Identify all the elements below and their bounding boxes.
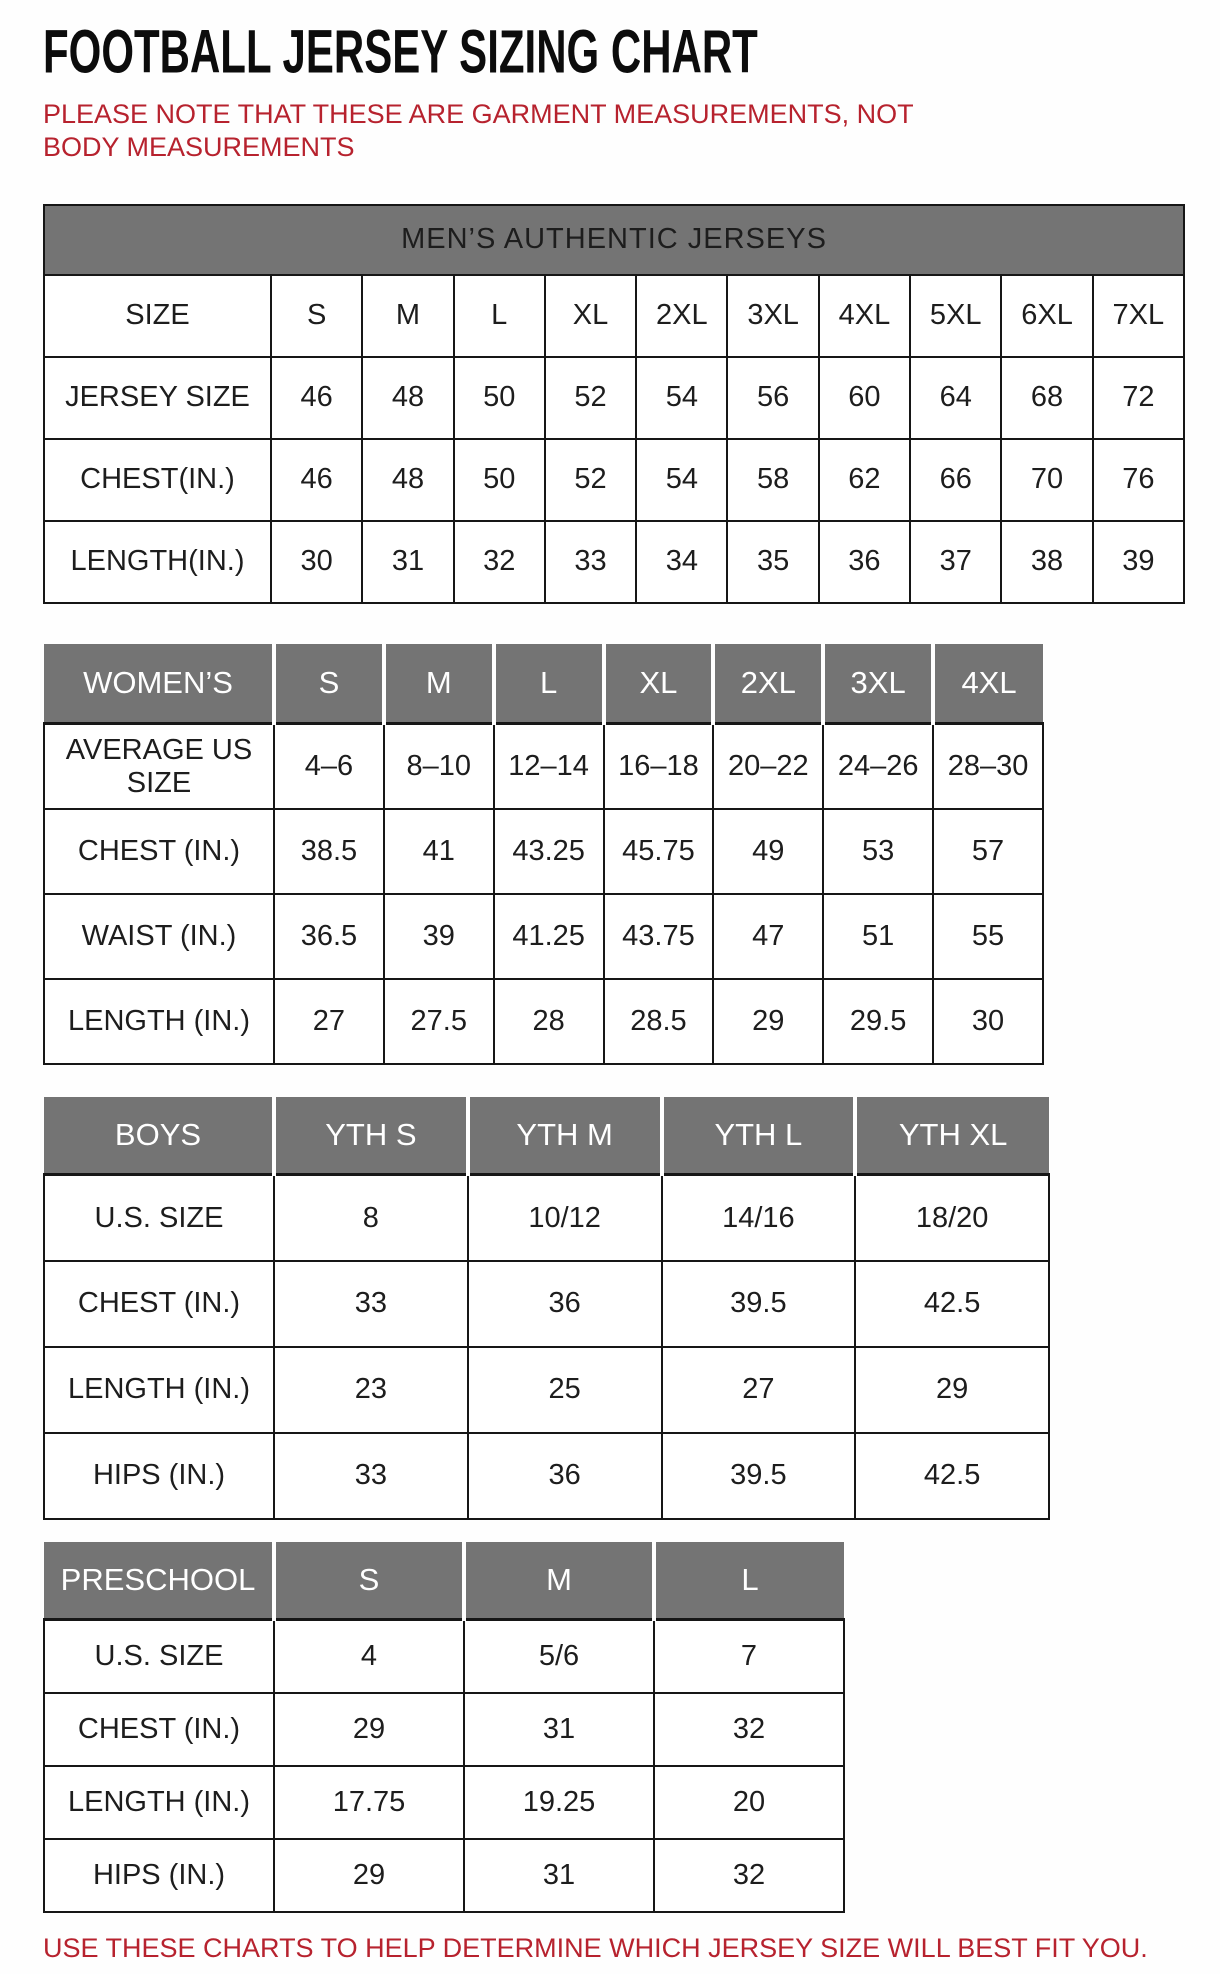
- value-cell: 32: [454, 521, 545, 603]
- value-cell: 39: [1093, 521, 1184, 603]
- value-cell: 53: [823, 809, 933, 894]
- value-cell: 57: [933, 809, 1043, 894]
- value-cell: 48: [362, 439, 453, 521]
- value-cell: 41.25: [494, 894, 604, 979]
- value-cell: 10/12: [468, 1175, 662, 1261]
- value-cell: 60: [819, 357, 910, 439]
- row-label-cell: LENGTH(IN.): [44, 521, 271, 603]
- size-column-header: YTH M: [468, 1097, 662, 1175]
- value-cell: 76: [1093, 439, 1184, 521]
- value-cell: 4XL: [819, 275, 910, 357]
- value-cell: 43.75: [604, 894, 714, 979]
- value-cell: 56: [727, 357, 818, 439]
- value-cell: 37: [910, 521, 1001, 603]
- value-cell: 7: [654, 1620, 844, 1693]
- value-cell: 39: [384, 894, 494, 979]
- table-row: [44, 1766, 844, 1839]
- value-cell: 45.75: [604, 809, 714, 894]
- value-cell: 31: [362, 521, 453, 603]
- value-cell: M: [362, 275, 453, 357]
- value-cell: 27: [274, 979, 384, 1064]
- value-cell: 36: [468, 1433, 662, 1519]
- table-row: [44, 275, 1184, 357]
- table-row: [44, 724, 1043, 809]
- boys-sizing-table: [43, 1097, 1050, 1520]
- table-row: [44, 1433, 1049, 1519]
- value-cell: 14/16: [662, 1175, 856, 1261]
- row-label-cell: WAIST (IN.): [44, 894, 274, 979]
- value-cell: 50: [454, 357, 545, 439]
- row-label-cell: U.S. SIZE: [44, 1175, 274, 1261]
- size-column-header: XL: [604, 644, 714, 724]
- value-cell: 46: [271, 357, 362, 439]
- row-label-cell: JERSEY SIZE: [44, 357, 271, 439]
- value-cell: 34: [636, 521, 727, 603]
- value-cell: 68: [1001, 357, 1092, 439]
- row-label-cell: AVERAGE US SIZE: [44, 724, 274, 809]
- value-cell: 20–22: [713, 724, 823, 809]
- header-label-cell: PRESCHOOL: [44, 1542, 274, 1620]
- value-cell: 54: [636, 439, 727, 521]
- value-cell: 36: [819, 521, 910, 603]
- value-cell: 58: [727, 439, 818, 521]
- value-cell: 32: [654, 1693, 844, 1766]
- value-cell: 24–26: [823, 724, 933, 809]
- value-cell: 33: [274, 1433, 468, 1519]
- table-row: [44, 1693, 844, 1766]
- value-cell: 43.25: [494, 809, 604, 894]
- value-cell: 7XL: [1093, 275, 1184, 357]
- value-cell: 27.5: [384, 979, 494, 1064]
- value-cell: 33: [545, 521, 636, 603]
- value-cell: 38.5: [274, 809, 384, 894]
- value-cell: 36: [468, 1261, 662, 1347]
- value-cell: 33: [274, 1261, 468, 1347]
- table-header-row: [44, 1542, 844, 1620]
- value-cell: 54: [636, 357, 727, 439]
- table-row: [44, 1175, 1049, 1261]
- value-cell: 17.75: [274, 1766, 464, 1839]
- row-label-cell: HIPS (IN.): [44, 1433, 274, 1519]
- row-label-cell: SIZE: [44, 275, 271, 357]
- value-cell: 46: [271, 439, 362, 521]
- row-label-cell: HIPS (IN.): [44, 1839, 274, 1912]
- table-row: [44, 979, 1043, 1064]
- value-cell: 6XL: [1001, 275, 1092, 357]
- value-cell: 31: [464, 1693, 654, 1766]
- value-cell: 49: [713, 809, 823, 894]
- row-label-cell: U.S. SIZE: [44, 1620, 274, 1693]
- size-column-header: L: [654, 1542, 844, 1620]
- table-row: [44, 357, 1184, 439]
- value-cell: 38: [1001, 521, 1092, 603]
- womens-sizing-table: [43, 644, 1044, 1065]
- value-cell: 35: [727, 521, 818, 603]
- table-header-row: [44, 644, 1043, 724]
- value-cell: 12–14: [494, 724, 604, 809]
- mens-authentic-jerseys-table: [43, 204, 1185, 604]
- size-column-header: M: [384, 644, 494, 724]
- size-column-header: S: [274, 1542, 464, 1620]
- value-cell: 55: [933, 894, 1043, 979]
- value-cell: 39.5: [662, 1433, 856, 1519]
- value-cell: S: [271, 275, 362, 357]
- header-label-cell: BOYS: [44, 1097, 274, 1175]
- value-cell: 19.25: [464, 1766, 654, 1839]
- value-cell: 30: [933, 979, 1043, 1064]
- value-cell: 18/20: [855, 1175, 1049, 1261]
- row-label-cell: CHEST (IN.): [44, 1693, 274, 1766]
- row-label-cell: CHEST (IN.): [44, 1261, 274, 1347]
- size-column-header: 3XL: [823, 644, 933, 724]
- size-column-header: L: [494, 644, 604, 724]
- value-cell: XL: [545, 275, 636, 357]
- value-cell: 64: [910, 357, 1001, 439]
- table-row: [44, 1347, 1049, 1433]
- table-title-bar: MEN’S AUTHENTIC JERSEYS: [44, 205, 1184, 275]
- value-cell: 42.5: [855, 1433, 1049, 1519]
- value-cell: 72: [1093, 357, 1184, 439]
- value-cell: 29: [274, 1839, 464, 1912]
- value-cell: 30: [271, 521, 362, 603]
- preschool-sizing-table: [43, 1542, 845, 1913]
- value-cell: 29: [274, 1693, 464, 1766]
- value-cell: 36.5: [274, 894, 384, 979]
- value-cell: 20: [654, 1766, 844, 1839]
- value-cell: 29.5: [823, 979, 933, 1064]
- value-cell: 52: [545, 357, 636, 439]
- size-column-header: YTH L: [662, 1097, 856, 1175]
- size-column-header: M: [464, 1542, 654, 1620]
- value-cell: 2XL: [636, 275, 727, 357]
- value-cell: 3XL: [727, 275, 818, 357]
- value-cell: 52: [545, 439, 636, 521]
- table-row: [44, 521, 1184, 603]
- row-label-cell: LENGTH (IN.): [44, 1347, 274, 1433]
- value-cell: 8: [274, 1175, 468, 1261]
- table-row: [44, 1839, 844, 1912]
- size-column-header: YTH S: [274, 1097, 468, 1175]
- value-cell: 47: [713, 894, 823, 979]
- row-label-cell: LENGTH (IN.): [44, 1766, 274, 1839]
- value-cell: 28: [494, 979, 604, 1064]
- row-label-cell: LENGTH (IN.): [44, 979, 274, 1064]
- table-row: [44, 1620, 844, 1693]
- value-cell: 16–18: [604, 724, 714, 809]
- value-cell: 5XL: [910, 275, 1001, 357]
- table-row: [44, 1261, 1049, 1347]
- value-cell: 51: [823, 894, 933, 979]
- value-cell: 50: [454, 439, 545, 521]
- value-cell: 25: [468, 1347, 662, 1433]
- table-header-row: [44, 1097, 1049, 1175]
- size-column-header: 4XL: [933, 644, 1043, 724]
- value-cell: 28.5: [604, 979, 714, 1064]
- value-cell: 41: [384, 809, 494, 894]
- value-cell: 62: [819, 439, 910, 521]
- value-cell: 5/6: [464, 1620, 654, 1693]
- value-cell: 48: [362, 357, 453, 439]
- value-cell: 42.5: [855, 1261, 1049, 1347]
- table-row: [44, 809, 1043, 894]
- value-cell: 66: [910, 439, 1001, 521]
- table-row: [44, 894, 1043, 979]
- value-cell: 23: [274, 1347, 468, 1433]
- size-column-header: YTH XL: [855, 1097, 1049, 1175]
- row-label-cell: CHEST(IN.): [44, 439, 271, 521]
- page-title: FOOTBALL JERSEY SIZING CHART: [43, 17, 758, 86]
- value-cell: 4: [274, 1620, 464, 1693]
- value-cell: 4–6: [274, 724, 384, 809]
- value-cell: 27: [662, 1347, 856, 1433]
- row-label-cell: CHEST (IN.): [44, 809, 274, 894]
- value-cell: 29: [855, 1347, 1049, 1433]
- value-cell: 70: [1001, 439, 1092, 521]
- value-cell: 29: [713, 979, 823, 1064]
- size-column-header: S: [274, 644, 384, 724]
- size-column-header: 2XL: [713, 644, 823, 724]
- value-cell: 39.5: [662, 1261, 856, 1347]
- value-cell: 28–30: [933, 724, 1043, 809]
- header-label-cell: WOMEN’S: [44, 644, 274, 724]
- value-cell: 32: [654, 1839, 844, 1912]
- table-row: [44, 439, 1184, 521]
- value-cell: 8–10: [384, 724, 494, 809]
- footer-note: USE THESE CHARTS TO HELP DETERMINE WHICH JERSEY SIZE WILL BEST FIT YOU.: [43, 1932, 1148, 1963]
- value-cell: 31: [464, 1839, 654, 1912]
- garment-measurement-note: PLEASE NOTE THAT THESE ARE GARMENT MEASUREMENTS, NOT BODY MEASUREMENTS: [43, 99, 914, 162]
- value-cell: L: [454, 275, 545, 357]
